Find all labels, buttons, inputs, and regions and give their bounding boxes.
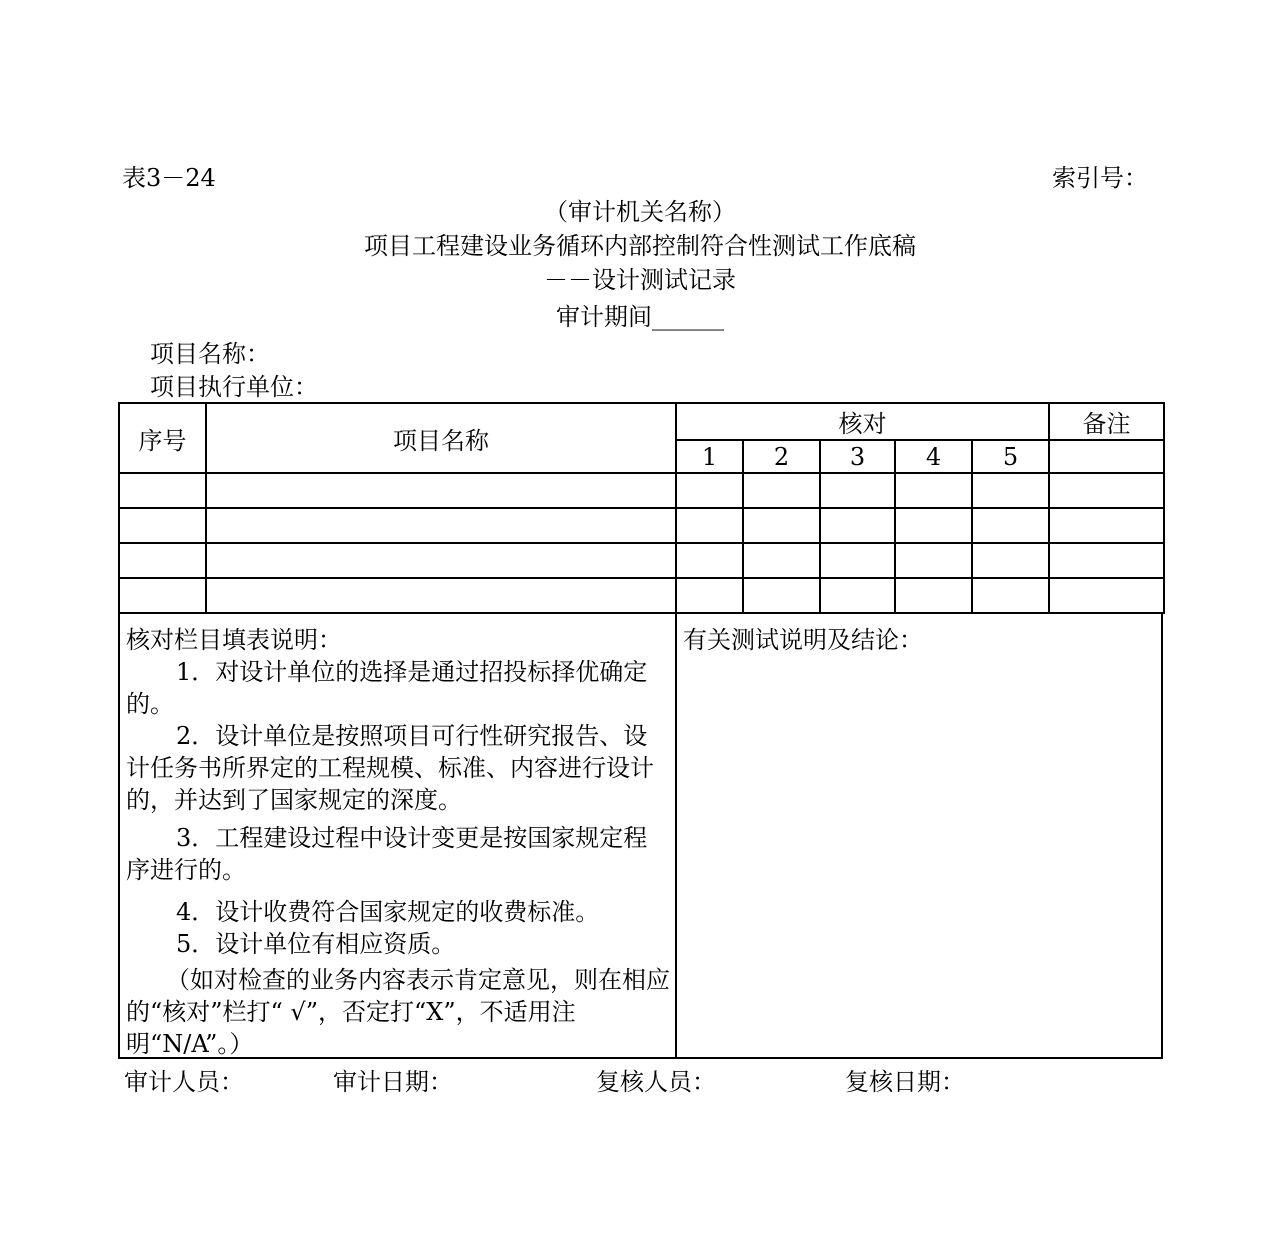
index-number-label: 索引号：: [1052, 164, 1148, 192]
cell-check[interactable]: [676, 473, 743, 508]
check-col-3: 3: [820, 440, 895, 473]
cell-check[interactable]: [895, 578, 972, 613]
project-unit-label: 项目执行单位：: [150, 373, 318, 401]
cell-check[interactable]: [820, 578, 895, 613]
cell-check[interactable]: [743, 508, 820, 543]
cell-check[interactable]: [743, 473, 820, 508]
cell-check[interactable]: [895, 508, 972, 543]
check-col-2: 2: [743, 440, 820, 473]
audit-period: 审计期间______: [556, 303, 724, 331]
note-item-1: 1．对设计单位的选择是通过招投标择优确定的。: [126, 658, 648, 718]
header-item-name: 项目名称: [206, 403, 676, 473]
reviewer-label: 复核人员：: [596, 1068, 716, 1096]
table-row: [119, 508, 1164, 543]
audit-date-label: 审计日期：: [333, 1068, 453, 1096]
cell-check[interactable]: [676, 508, 743, 543]
cell-check[interactable]: [972, 508, 1049, 543]
cell-item[interactable]: [206, 543, 676, 578]
cell-remark[interactable]: [1049, 578, 1164, 613]
note-item-4: 4．设计收费符合国家规定的收费标准。: [176, 898, 600, 926]
cell-check[interactable]: [895, 473, 972, 508]
cell-remark[interactable]: [1049, 508, 1164, 543]
review-date-label: 复核日期：: [845, 1068, 965, 1096]
cell-check[interactable]: [820, 473, 895, 508]
cell-check[interactable]: [972, 473, 1049, 508]
cell-seq[interactable]: [119, 508, 206, 543]
cell-item[interactable]: [206, 578, 676, 613]
cell-seq[interactable]: [119, 473, 206, 508]
note-item-5: 5．设计单位有相应资质。: [176, 930, 456, 958]
check-col-5: 5: [972, 440, 1049, 473]
note-item-2: 2．设计单位是按照项目可行性研究报告、设计任务书所界定的工程规模、标准、内容进行设计的，并达到了国家规定的深度。: [126, 722, 654, 814]
notes-box: [118, 612, 677, 1059]
cell-check[interactable]: [676, 578, 743, 613]
org-name: （审计机关名称）: [544, 198, 736, 226]
conclusion-box[interactable]: [675, 612, 1163, 1059]
note-instruction: （如对检查的业务内容表示肯定意见，则在相应的“核对”栏打“ √”，否定打“X”，不适用注明“N/A”。）: [126, 966, 670, 1058]
cell-check[interactable]: [820, 543, 895, 578]
cell-remark[interactable]: [1049, 543, 1164, 578]
check-col-1: 1: [676, 440, 743, 473]
cell-remark[interactable]: [1049, 473, 1164, 508]
table-row: [119, 473, 1164, 508]
header-remark: 备注: [1049, 403, 1164, 440]
remark-sub-cell: [1049, 440, 1164, 473]
cell-check[interactable]: [895, 543, 972, 578]
cell-check[interactable]: [972, 543, 1049, 578]
check-col-4: 4: [895, 440, 972, 473]
cell-check[interactable]: [972, 578, 1049, 613]
page-subtitle: －－设计测试记录: [544, 266, 736, 294]
auditor-label: 审计人员：: [124, 1068, 244, 1096]
cell-check[interactable]: [820, 508, 895, 543]
table-number: 表3－24: [122, 164, 216, 192]
note-item-3: 3．工程建设过程中设计变更是按国家规定程序进行的。: [126, 824, 648, 884]
cell-item[interactable]: [206, 473, 676, 508]
header-check: 核对: [676, 403, 1049, 440]
cell-check[interactable]: [676, 543, 743, 578]
table-row: [119, 543, 1164, 578]
table-row: [119, 578, 1164, 613]
notes-title: 核对栏目填表说明：: [126, 626, 342, 654]
cell-item[interactable]: [206, 508, 676, 543]
page-title: 项目工程建设业务循环内部控制符合性测试工作底稿: [364, 232, 916, 260]
cell-check[interactable]: [743, 578, 820, 613]
cell-check[interactable]: [743, 543, 820, 578]
conclusion-title: 有关测试说明及结论：: [683, 626, 923, 654]
header-seq: 序号: [119, 403, 206, 473]
project-name-label: 项目名称：: [150, 340, 270, 368]
cell-seq[interactable]: [119, 543, 206, 578]
check-table: [118, 402, 1165, 614]
cell-seq[interactable]: [119, 578, 206, 613]
